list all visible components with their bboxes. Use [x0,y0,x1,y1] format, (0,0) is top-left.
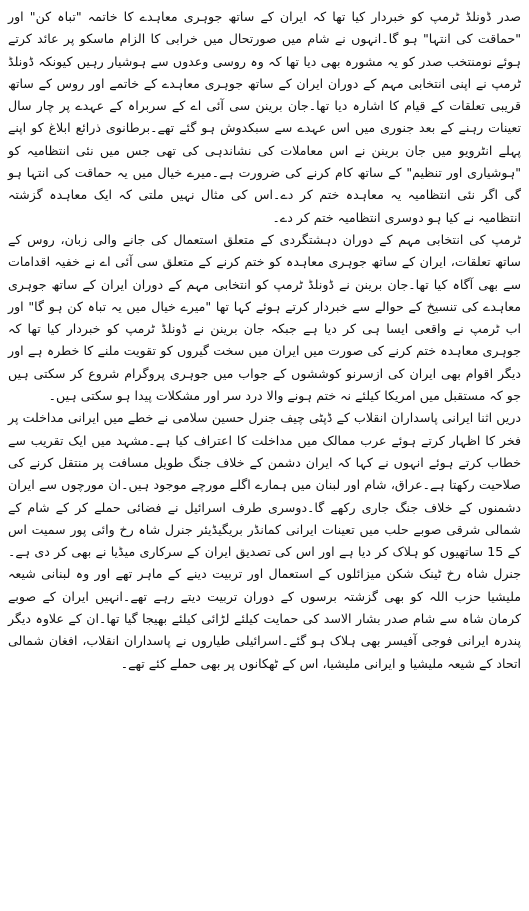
article-paragraph-2: ٹرمپ کی انتخابی مہم کے دوران دہشتگردی کے متعلق استعمال کی جانے والی زبان، روس کے ساتھ تعلقات، ایران کے ساتھ جوہری معاہدہ کو ختم کرنے کے متعلق سی آئی اے نے خفیہ اقدامات سے بھی آگاہ کیا تھا۔جان برینن نے ڈونلڈ ٹرمپ کو انتخابی مہم کے دوران ایران کے ساتھ جوہری معاہدے کی تنسیخ کے حوالے سے خبردار کرتے ہوئے کہا تھا "میرے خیال میں یہ تباہ کن ہو گا" اور اب ٹرمپ نے واقعی ایسا ہی کر دیا ہے جبکہ جان برینن نے ڈونلڈ ٹرمپ کو خبردار کیا تھا کہ جوہری معاہدہ ختم کرنے کی صورت میں ایران میں سخت گیروں کو تقویت ملنے کا خطرہ ہے اور دیگر اقوام بھی ایران کی ازسرنو کوششوں کے جواب میں جوہری پروگرام شروع کر سکتی ہیں جو کہ مستقبل میں امریکا کیلئے نہ ختم ہونے والا درد سر اور مشکلات پیدا ہو سکتی ہیں۔ [8,231,521,404]
article-paragraph-3: دریں اثنا ایرانی پاسداران انقلاب کے ڈپٹی چیف جنرل حسین سلامی نے خطے میں ایرانی مداخلت پر فخر کا اظہار کرتے ہوئے عرب ممالک میں مداخلت کا اعتراف کیا ہے۔مشہد میں ایک تقریب سے خطاب کرتے ہوئے انہوں نے کہا کہ ایران دشمن کے خلاف جنگ طویل مسافت پر منتقل کرنے کی صلاحیت رکھتا ہے۔عراق، شام اور لبنان میں ہمارے اگلے مورچے موجود ہیں۔ان مورچوں سے ایران دشمنوں کے خلاف جنگ جاری رکھے گا۔دوسری طرف اسرائیل نے فضائی حملے کر کے شام کے شمالی شرقی صوبے حلب میں تعینات ایرانی کمانڈر بریگیڈیئر جنرل شاہ رخ وائی پور سمیت اس کے 15 ساتھیوں کو ہلاک کر دیا ہے اور اس کی تصدیق ایران کے سرکاری میڈیا نے بھی کر دی ہے۔جنرل شاہ رخ ٹینک شکن میزائلوں کے استعمال اور تربیت دینے کے ماہر تھے اور وہ لبنانی شیعہ ملیشیا حزب اللہ کو بھی گزشتہ برسوں کے دوران تربیت دیتے رہے تھے۔انہیں ایران کے صوبے کرمان شاہ سے شام صدر بشار الاسد کی حمایت کیلئے لڑائی کیلئے بھیجا گیا تھا۔ان کے علاوہ دیگر پندرہ ایرانی فوجی آفیسر بھی ہلاک ہو گئے۔اسرائیلی طیاروں نے پاسداران انقلاب، افغان شمالی اتحاد کے شیعہ ملیشیا و ایرانی ملیشیا، اس کے ٹھکانوں پر بھی حملے کئے تھے۔ [8,410,521,671]
article-paragraph-1: صدر ڈونلڈ ٹرمپ کو خبردار کیا تھا کہ ایران کے ساتھ جوہری معاہدے کا خاتمہ "تباہ کن" اور "حماقت کی انتہا" ہو گا۔انہوں نے شام میں صورتحال میں خرابی کا الزام ماسکو پر عائد کرتے ہوئے نومنتخب صدر کو یہ مشورہ بھی دیا تھا کہ وہ روسی وعدوں سے ہوشیار رہیں کیونکہ ڈونلڈ ٹرمپ نے اپنی انتخابی مہم کے دوران ایران کے ساتھ جوہری معاہدے کے خاتمے اور روس کے ساتھ قریبی تعلقات کے قیام کا اشارہ دیا تھا۔جان برینن سی آئی اے کے سربراہ کے عہدے پر چار سال تعینات رہنے کے بعد جنوری میں اس عہدے سے سبکدوش ہو گئے تھے۔برطانوی ذرائع ابلاغ کو اپنے پہلے انٹرویو میں جان برینن نے اس معاملات کی نشاندہی کی تھی جس میں نئی انتظامیہ کو "ہوشیاری اور تنظیم" کے ساتھ کام کرنے کی ضرورت ہے۔میرے خیال میں یہ حماقت کی انتہا ہو گی اگر نئی انتظامیہ یہ معاہدہ ختم کر دے۔اس کی مثال نہیں ملتی کہ ایک معاہدہ گزشتہ انتظامیہ نے کیا ہو دوسری انتظامیہ ختم کر دے۔ [8,9,521,225]
